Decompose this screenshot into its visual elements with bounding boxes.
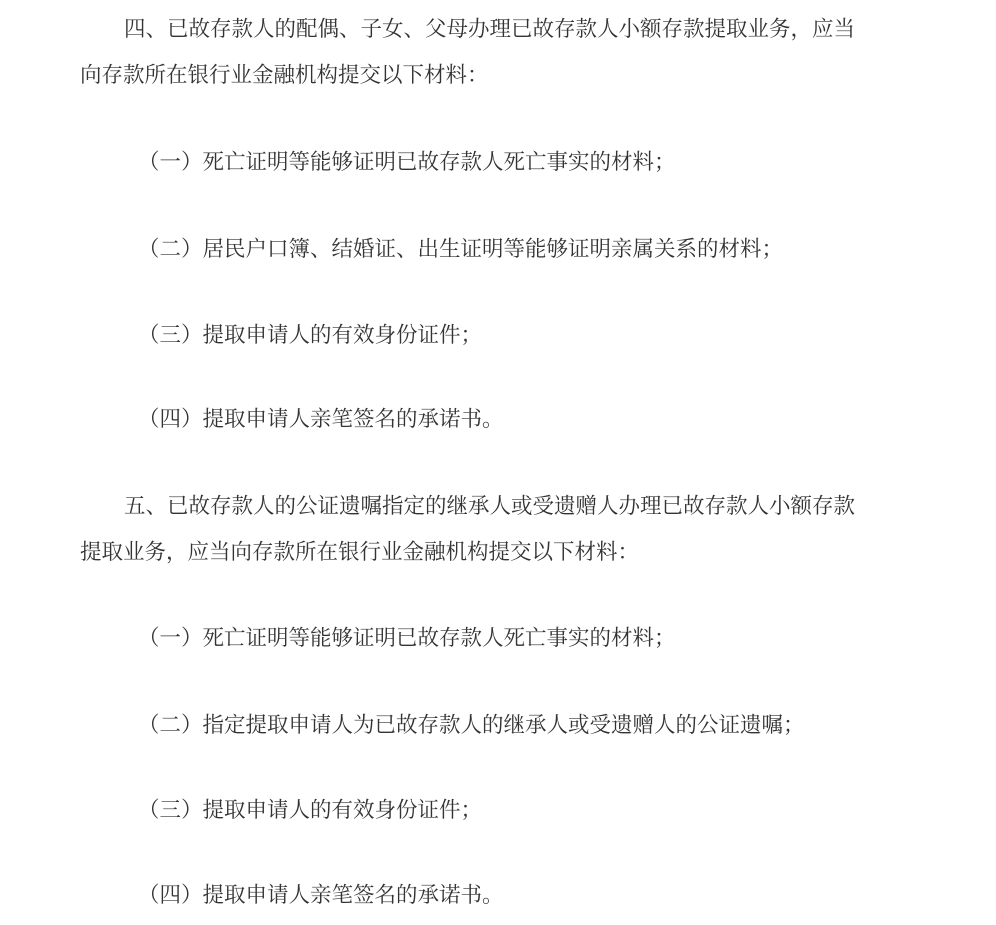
section-5-heading-line-2: 提取业务，应当向存款所在银行业金融机构提交以下材料： [80,540,640,565]
section-5-heading-line-1: 五、已故存款人的公证遗嘱指定的继承人或受遗赠人办理已故存款人小额存款 [124,494,856,519]
section-4-heading-line-2: 向存款所在银行业金融机构提交以下材料： [80,63,489,88]
section-4-item-1: （一）死亡证明等能够证明已故存款人死亡事实的材料； [138,150,676,175]
section-5-item-2: （二）指定提取申请人为已故存款人的继承人或受遗赠人的公证遗嘱； [138,713,805,738]
section-4-item-3: （三）提取申请人的有效身份证件； [138,323,483,348]
section-4-heading-line-1: 四、已故存款人的配偶、子女、父母办理已故存款人小额存款提取业务，应当 [124,17,856,42]
section-4-item-2: （二）居民户口簿、结婚证、出生证明等能够证明亲属关系的材料； [138,237,784,262]
section-5-item-3: （三）提取申请人的有效身份证件； [138,798,483,823]
section-5-item-4: （四）提取申请人亲笔签名的承诺书。 [138,883,504,908]
section-4-item-4: （四）提取申请人亲笔签名的承诺书。 [138,407,504,432]
section-5-item-1: （一）死亡证明等能够证明已故存款人死亡事实的材料； [138,626,676,651]
